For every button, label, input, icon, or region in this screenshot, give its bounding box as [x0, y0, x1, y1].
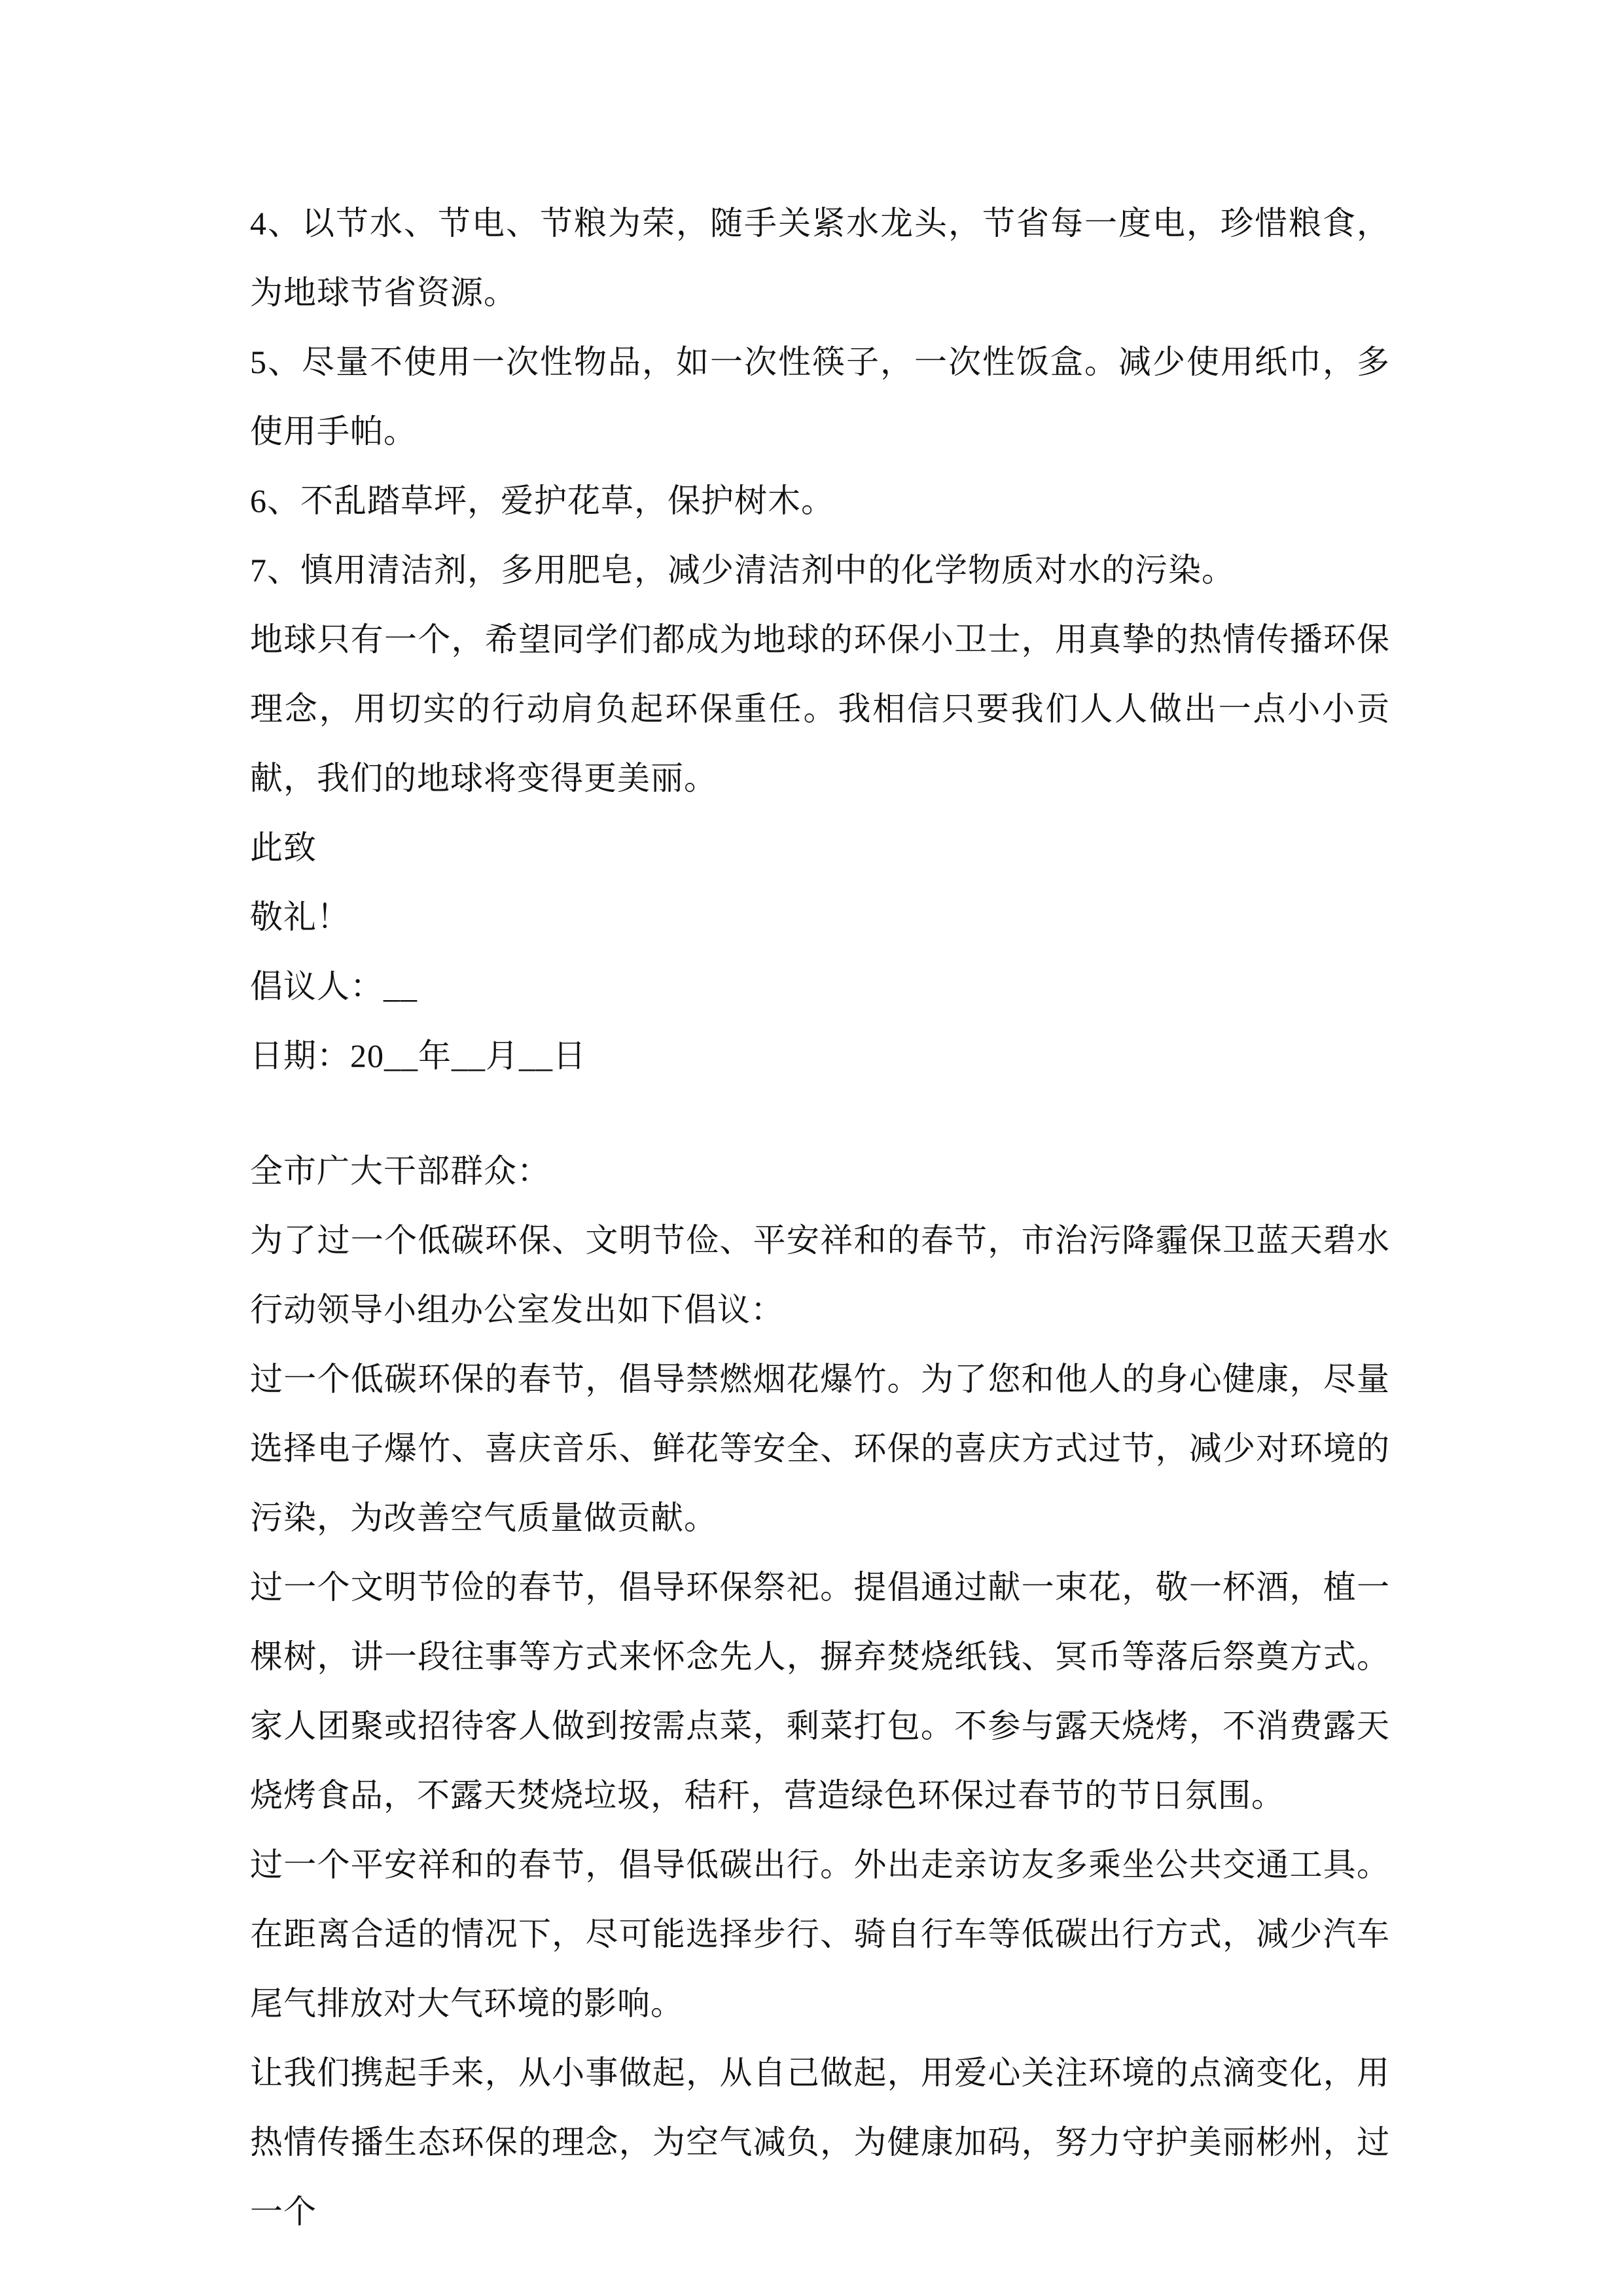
list-item-5: 5、尽量不使用一次性物品，如一次性筷子，一次性饭盒。减少使用纸巾，多使用手帕。 [250, 344, 1390, 450]
document-content [250, 188, 1390, 2246]
proposal-paragraph-2: 过一个文明节俭的春节，倡导环保祭祀。提倡通过献一束花，敬一杯酒，植一棵树，讲一段往事等方式来怀念先人，摒弃焚烧纸钱、冥币等落后祭奠方式。家人团聚或招待客人做到按需点菜，剩菜打包。不参与露天烧烤，不消费露天烧烤食品，不露天焚烧垃圾，秸秆，营造绿色环保过春节的节日氛围。 [250, 1569, 1390, 1814]
proposer-line: 倡议人：__ [250, 968, 418, 1005]
closing-appeal: 让我们携起手来，从小事做起，从自己做起，用爱心关注环境的点滴变化，用热情传播生态环保的理念，为空气减负，为健康加码，努力守护美丽彬州，过一个 [250, 2054, 1390, 2230]
proposal-paragraph-1: 过一个低碳环保的春节，倡导禁燃烟花爆竹。为了您和他人的身心健康，尽量选择电子爆竹、喜庆音乐、鲜花等安全、环保的喜庆方式过节，减少对环境的污染，为改善空气质量做贡献。 [250, 1361, 1390, 1536]
list-item-6: 6、不乱踏草坪，爱护花草，保护树木。 [250, 482, 834, 519]
closing-paragraph: 地球只有一个，希望同学们都成为地球的环保小卫士，用真挚的热情传播环保理念，用切实的行动肩负起环保重任。我相信只要我们人人做出一点小小贡献，我们的地球将变得更美丽。 [250, 621, 1390, 797]
closing-cizhi: 此致 [250, 829, 317, 866]
list-item-7: 7、慎用清洁剂，多用肥皂，减少清洁剂中的化学物质对水的污染。 [250, 552, 1235, 588]
date-line: 日期：20__年__月__日 [250, 1037, 586, 1074]
intro-paragraph: 为了过一个低碳环保、文明节俭、平安祥和的春节，市治污降霾保卫蓝天碧水行动领导小组办公室发出如下倡议： [250, 1222, 1390, 1328]
list-item-4: 4、以节水、节电、节粮为荣，随手关紧水龙头，节省每一度电，珍惜粮食，为地球节省资源。 [250, 205, 1390, 311]
salutation: 全市广大干部群众： [250, 1153, 550, 1189]
closing-salute: 敬礼！ [250, 899, 350, 935]
proposal-paragraph-3: 过一个平安祥和的春节，倡导低碳出行。外出走亲访友多乘坐公共交通工具。在距离合适的情况下，尽可能选择步行、骑自行车等低碳出行方式，减少汽车尾气排放对大气环境的影响。 [250, 1846, 1390, 2022]
